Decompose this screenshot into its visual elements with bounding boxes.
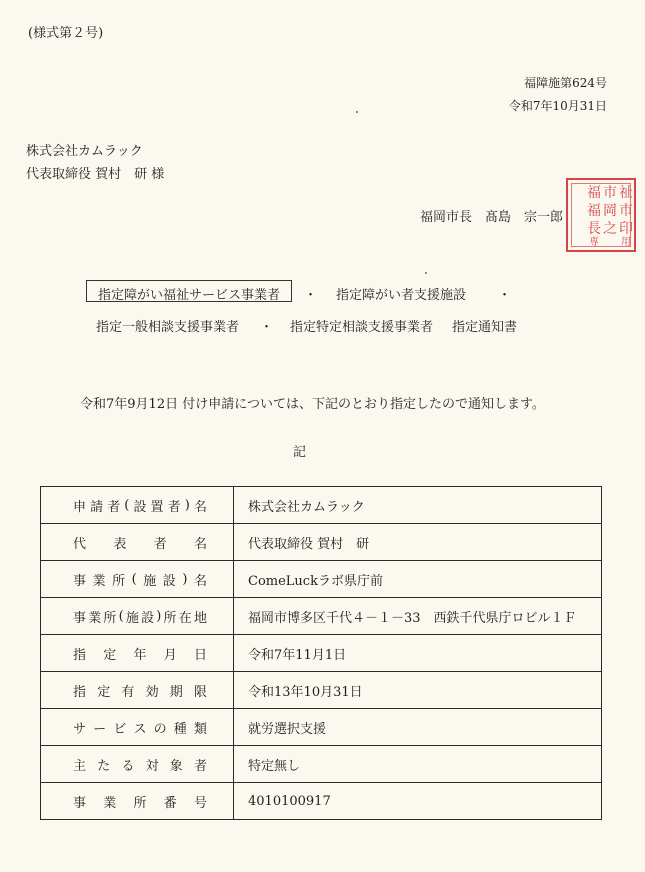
row-label-cell <box>41 635 234 672</box>
row-label: 主 た る 対 象 者 <box>73 758 207 774</box>
recipient-representative: 代表取締役 賀村 研 様 <box>26 167 165 182</box>
scan-speck <box>356 111 358 113</box>
title-suffix: 指定通知書 <box>452 320 518 335</box>
row-label-cell <box>41 746 234 783</box>
title-separator: ・ <box>498 288 512 303</box>
table-row <box>41 561 602 598</box>
title-second: 指定障がい者支援施設 <box>336 288 467 303</box>
table-row <box>41 487 602 524</box>
row-label: 代 表 者 名 <box>73 536 207 552</box>
row-label: 事 業 所 番 号 <box>73 795 207 811</box>
table-row <box>41 709 602 746</box>
row-label: 指 定 年 月 日 <box>73 647 207 663</box>
seal-char: 之 <box>603 221 617 237</box>
row-value: 特定無し <box>234 746 602 783</box>
row-label-cell <box>41 598 234 635</box>
official-seal-icon <box>566 178 636 252</box>
row-value: 福岡市博多区千代４－１－33 西鉄千代県庁ロビル１Ｆ <box>234 598 602 635</box>
designation-table <box>40 486 602 820</box>
seal-char: 福 <box>587 203 601 219</box>
row-label-cell <box>41 783 234 820</box>
seal-char: 用 <box>621 237 631 248</box>
recipient-company: 株式会社カムラック <box>26 144 143 159</box>
seal-char: 岡 <box>603 203 617 219</box>
title-separator: ・ <box>260 320 274 335</box>
row-value: ComeLuckラボ県庁前 <box>234 561 602 598</box>
seal-char: 印 <box>619 221 633 237</box>
title-fourth: 指定特定相談支援事業者 <box>290 320 434 335</box>
row-label: サ ー ビ ス の 種 類 <box>73 721 207 737</box>
seal-char: 市 <box>619 203 633 219</box>
seal-char: 専 <box>589 237 599 248</box>
row-value: 代表取締役 賀村 研 <box>234 524 602 561</box>
ki-heading: 記 <box>293 445 307 460</box>
row-value: 令和13年10月31日 <box>234 672 602 709</box>
issuer-name: 福岡市長 髙島 宗一郎 <box>420 210 564 225</box>
row-label-cell <box>41 561 234 598</box>
row-label: 指 定 有 効 期 限 <box>73 684 207 700</box>
document-number: 福障施第624号 <box>524 76 607 90</box>
table-row <box>41 783 602 820</box>
seal-char: 市 <box>603 185 617 201</box>
row-label: 事 業 所 ( 施 設 ) 所 在 地 <box>73 608 207 626</box>
row-value: 令和7年11月1日 <box>234 635 602 672</box>
document-date: 令和7年10月31日 <box>508 99 607 113</box>
row-value: 株式会社カムラック <box>234 487 602 524</box>
form-label: (様式第２号) <box>28 26 104 41</box>
title-separator: ・ <box>304 288 318 303</box>
table-row <box>41 746 602 783</box>
row-value: 4010100917 <box>234 783 602 820</box>
seal-char: 福 <box>587 185 601 201</box>
seal-char: 長 <box>587 221 601 237</box>
seal-char: 祉 <box>619 185 633 201</box>
table-row <box>41 524 602 561</box>
row-label-cell <box>41 672 234 709</box>
row-label: 事 業 所 ( 施 設 ) 名 <box>73 571 207 589</box>
notification-statement: 令和7年9月12日 付け申請については、下記のとおり指定したので通知します。 <box>80 397 545 412</box>
row-label: 申 請 者 ( 設 置 者 ) 名 <box>73 497 207 515</box>
title-third: 指定一般相談支援事業者 <box>96 320 240 335</box>
row-value: 就労選択支援 <box>234 709 602 746</box>
row-label-cell <box>41 524 234 561</box>
row-label-cell <box>41 709 234 746</box>
table-row <box>41 598 602 635</box>
table-row <box>41 635 602 672</box>
title-boxed: 指定障がい福祉サービス事業者 <box>98 288 281 303</box>
scan-speck <box>425 272 427 274</box>
table-row <box>41 672 602 709</box>
row-label-cell <box>41 487 234 524</box>
